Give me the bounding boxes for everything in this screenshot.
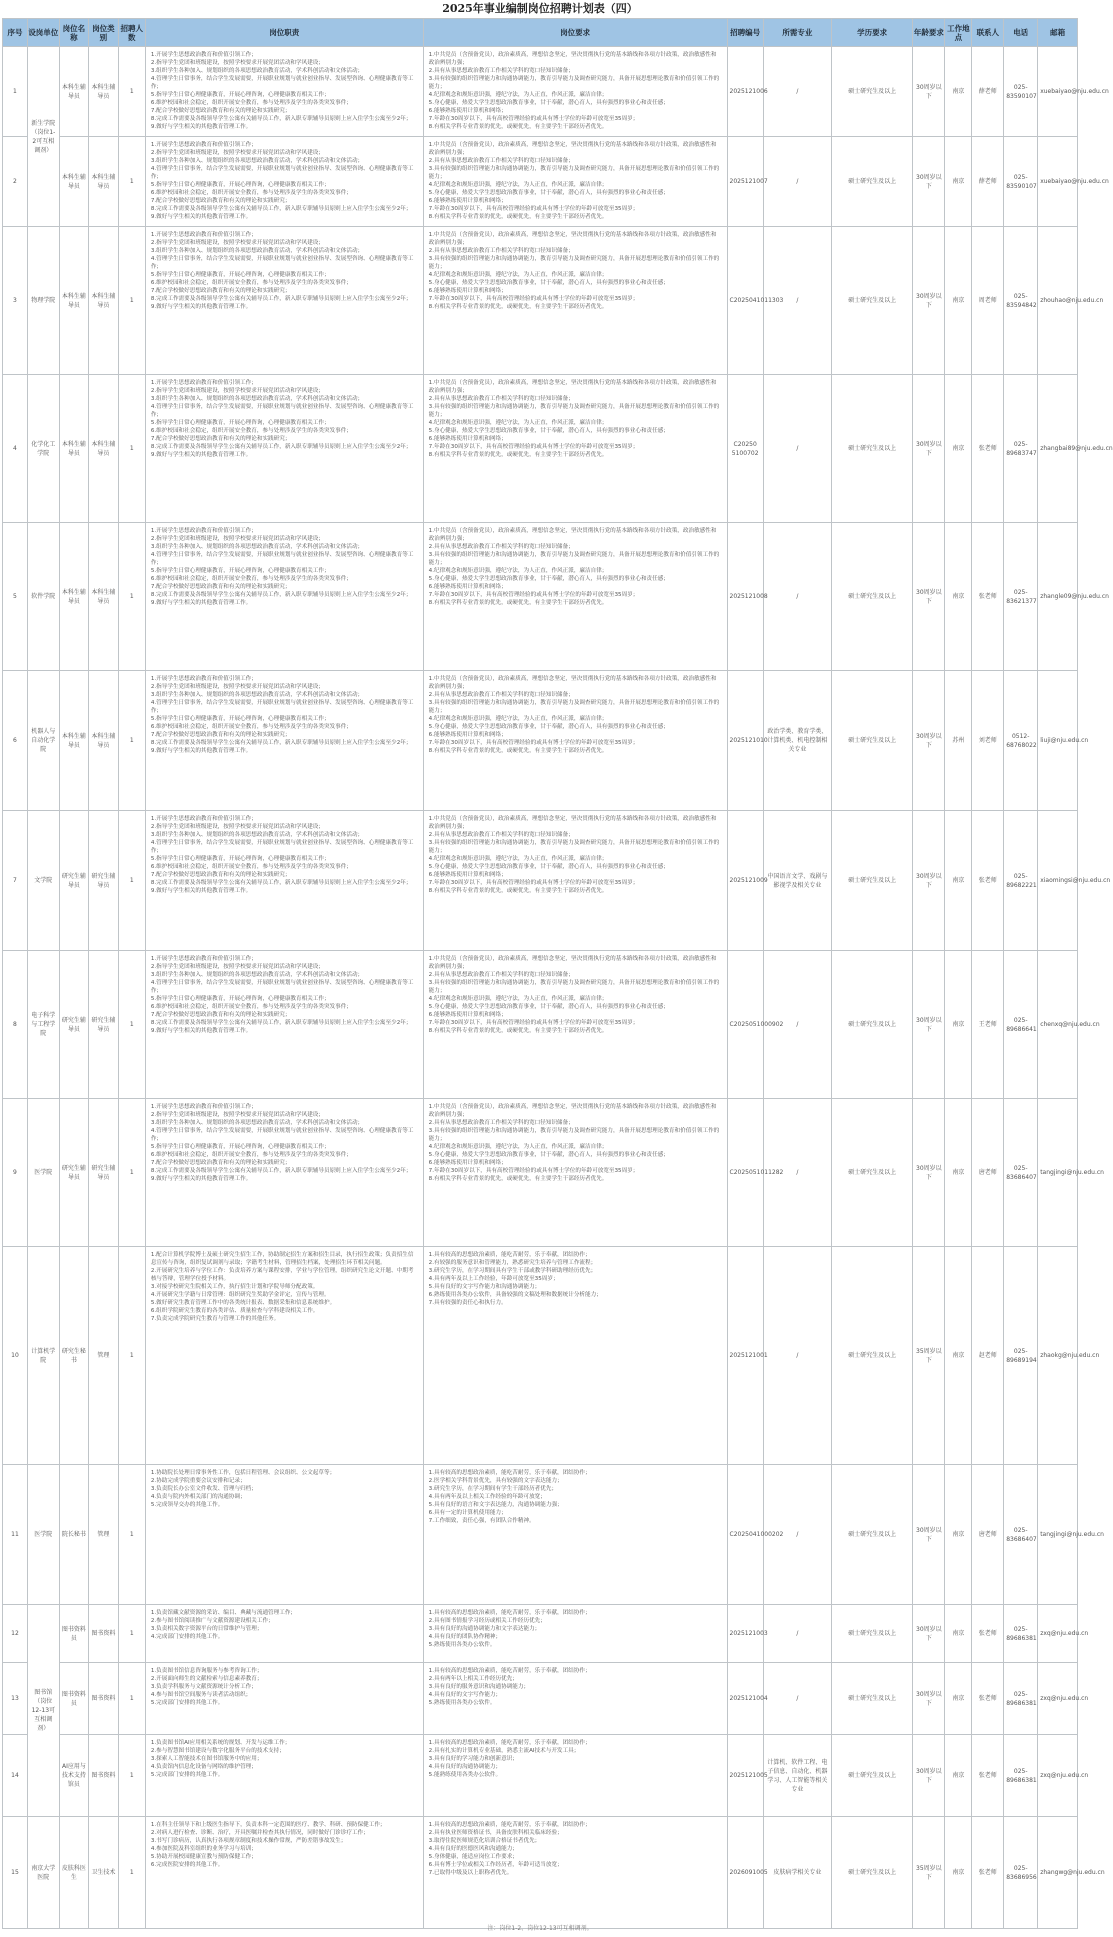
major-cell: 计算机、软件工程、电子信息、自动化、机器学习、人工智能等相关专业: [763, 1735, 831, 1817]
recruit-code-cell: 2025121010: [727, 671, 763, 811]
duty-cell: 1.配合计算机学院博士及硕士研究生招生工作，协助制定招生方案和招生目录，执行招生政策；负责招生信息宣传与咨询，组织复试调剂与录取；学籍考生材料，管理招生档案，处理招生环节相关问题。 2.开展研究生培养与学位工作：负责培养方案与课程安排，学业与学位管理，组织研究生论文开题、中期考核与答辩，管理学位授予材料。 3.对接学校研究生院相关工作，执行招生计划和学院导师分配政策。 4.开展研究生学籍与日常管理：组织研究生奖助学金评定，宣传与管理。 5.做好研究生教育管理工作中的各类统计报表、数据采集和信息系统维护。 6.组织学院研究生教育的各类评估、质量检查与学科建设相关工作。 7.负责完成学院研究生教育与管理工作的其他任务。: [145, 1247, 423, 1465]
contact-cell: 张老师: [972, 1817, 1004, 1929]
post-category-cell: 本科生辅导员: [89, 227, 118, 375]
header-cell: 设岗单位: [27, 19, 59, 47]
major-cell: /: [763, 227, 831, 375]
post-category-cell: 管理: [89, 1465, 118, 1605]
post-name-cell: 本科生辅导员: [59, 47, 88, 137]
seq-cell: 4: [3, 375, 28, 523]
post-category-cell: 研究生辅导员: [89, 951, 118, 1099]
recruit-code-cell: 2025121005: [727, 1735, 763, 1817]
post-name-cell: 研究生辅导员: [59, 811, 88, 951]
duty-cell: 1.负责馆藏文献资源的采访、编目、典藏与流通管理工作； 2.参与图书馆阅读推广与文献资源建设相关工作； 3.负责相关数字资源平台的日常维护与管理； 4.完成部门安排的其他工作。: [145, 1605, 423, 1663]
email-cell: zhangbai89@nju.edu.cn: [1038, 375, 1078, 523]
phone-cell: 025-89686381: [1004, 1605, 1038, 1663]
unit-cell: 新生学院（岗位1-2可互相调剂）: [27, 47, 59, 227]
post-category-cell: 研究生辅导员: [89, 811, 118, 951]
requirement-cell: 1.具有较高的思想政治素质，能吃苦耐劳，乐于奉献，团结协作； 2.医学相关学科背景优先，具有较强的文字表达能力； 3.研究生学历，在学习期间有学生干部经历者优先； 4.具有两年及以上相关工作经验的年龄可放宽； 5.具有良好的语言和文字表达能力，沟通协调能力强； 6.具有一定的计算机使用能力； 7.工作细致，责任心强，有团队合作精神。: [423, 1465, 727, 1605]
post-name-cell: AI应用与技术支持馆员: [59, 1735, 88, 1817]
major-cell: /: [763, 1247, 831, 1465]
headcount-cell: 1: [118, 227, 145, 375]
age-cell: 30周岁以下: [913, 375, 945, 523]
unit-cell: 电子科学与工程学院: [27, 951, 59, 1099]
page-title: 2025年事业编制岗位招聘计划表（四）: [442, 2, 638, 15]
contact-cell: 张老师: [972, 523, 1004, 671]
post-category-cell: 研究生辅导员: [89, 1099, 118, 1247]
age-cell: 30周岁以下: [913, 227, 945, 375]
seq-cell: 12: [3, 1605, 28, 1663]
recruit-code-cell: 2025121009: [727, 811, 763, 951]
duty-cell: 1.负责图书馆AI应用相关系统的规划、开发与运维工作； 2.参与智慧图书馆建设与数字化服务平台的技术支持； 3.探索人工智能技术在图书馆服务中的应用； 4.负责馆内信息化设备与网络的维护管理； 5.完成部门安排的其他工作。: [145, 1735, 423, 1817]
unit-cell: 文学院: [27, 811, 59, 951]
age-cell: 30周岁以下: [913, 1605, 945, 1663]
post-name-cell: 皮肤科医生: [59, 1817, 88, 1929]
table-row: [3, 47, 1078, 137]
headcount-cell: 1: [118, 1247, 145, 1465]
headcount-cell: 1: [118, 1605, 145, 1663]
major-cell: /: [763, 1663, 831, 1735]
table-body: [3, 47, 1113, 1929]
location-cell: 苏州: [945, 671, 972, 811]
requirement-cell: 1.具有较高的思想政治素质，能吃苦耐劳，乐于奉献，团结协作； 2.具有两年以上相关工作经历优先； 3.具有良好的服务意识和沟通协调能力； 4.具有良好的文字写作能力； 5.熟练使用各类办公软件。: [423, 1663, 727, 1735]
headcount-cell: 1: [118, 811, 145, 951]
table-row: [3, 523, 1078, 671]
header-cell: 工作地点: [945, 19, 972, 47]
location-cell: 南京: [945, 811, 972, 951]
header-cell: 年龄要求: [913, 19, 945, 47]
recruitment-table: [2, 18, 1113, 1929]
age-cell: 35周岁以下: [913, 1817, 945, 1929]
header-cell: 岗位名称: [59, 19, 88, 47]
requirement-cell: 1.中共党员（含预备党员），政治素质高，理想信念坚定，坚决贯彻执行党的基本路线和各项方针政策，政治敏感性和政治辨别力强； 2.具有从事思想政治教育工作相关学科的宽口径知识储备； 3.具有较强的组织管理能力和沟通协调能力，教育引导能力及调查研究能力，具备开展思想理论教育和价值引领工作的能力； 4.纪律观念和规矩意识强，遵纪守法，为人正直，作风正派，廉洁自律； 5.身心健康，热爱大学生思想政治教育事业，甘于奉献，潜心育人，具有强烈的事业心和责任感； 6.能够熟练使用计算机和网络； 7.年龄在30周岁以下，具有高校管理经验的或具有博士学位的年龄可放宽至35周岁； 8.有相关学科专业背景的优先，或硬优先，有主要学生干部经历者优先。: [423, 671, 727, 811]
table-row: [3, 1605, 1078, 1663]
major-cell: 皮肤病学相关专业: [763, 1817, 831, 1929]
header-cell: 联系人: [972, 19, 1004, 47]
phone-cell: 025-83686956: [1004, 1817, 1038, 1929]
duty-cell: 1.开展学生思想政治教育和价值引领工作； 2.指导学生党团和班级建设，按照学校要求开展党团活动和学风建设； 3.组织学生各种加入、规划组织的各项思想政治教育活动，学术科创活动和文体活动； 4.管理学生日常事务，结合学生发展需要，开展职业规划与就业创业指导、发展型咨询、心理健康教育等工作； 5.指导学生日常心理健康教育，开展心理咨询，心理健康教育相关工作； 6.维护校园和社会稳定，组织开展安全教育，参与处理涉及学生的各类突发事件； 7.配合学校做好思想政治教育和有关的理论和实践研究； 8.完成工作需要及各级领导学生公寓有关辅导员工作，新入职专职辅导员原则上应入住学生公寓至少2年； 9.做好与学生相关的其他教育管理工作。: [145, 951, 423, 1099]
recruit-code-cell: C2025041000202: [727, 1465, 763, 1605]
table-row: [3, 227, 1078, 375]
post-name-cell: 本科生辅导员: [59, 375, 88, 523]
headcount-cell: 1: [118, 523, 145, 671]
email-cell: zxq@nju.edu.cn: [1038, 1663, 1078, 1735]
header-row: [3, 19, 1078, 47]
education-cell: 硕士研究生及以上: [831, 1099, 913, 1247]
seq-cell: 15: [3, 1817, 28, 1929]
location-cell: 南京: [945, 375, 972, 523]
contact-cell: 王老师: [972, 951, 1004, 1099]
headcount-cell: 1: [118, 951, 145, 1099]
education-cell: 硕士研究生及以上: [831, 1247, 913, 1465]
age-cell: 30周岁以下: [913, 951, 945, 1099]
duty-cell: 1.开展学生思想政治教育和价值引领工作； 2.指导学生党团和班级建设，按照学校要求开展党团活动和学风建设； 3.组织学生各种加入、规划组织的各项思想政治教育活动，学术科创活动和文体活动； 4.管理学生日常事务，结合学生发展需要，开展职业规划与就业创业指导、发展型咨询、心理健康教育等工作； 5.指导学生日常心理健康教育，开展心理咨询，心理健康教育相关工作； 6.维护校园和社会稳定，组织开展安全教育，参与处理涉及学生的各类突发事件； 7.配合学校做好思想政治教育和有关的理论和实践研究； 8.完成工作需要及各级领导学生公寓有关辅导员工作，新入职专职辅导员原则上应入住学生公寓至少2年； 9.做好与学生相关的其他教育管理工作。: [145, 227, 423, 375]
table-row: [3, 137, 1078, 227]
email-cell: tangjingi@nju.edu.cn: [1038, 1465, 1078, 1605]
email-cell: zhangle09@nju.edu.cn: [1038, 523, 1078, 671]
table-row: [3, 1817, 1078, 1929]
contact-cell: 张老师: [972, 811, 1004, 951]
education-cell: 硕士研究生及以上: [831, 137, 913, 227]
unit-cell: 物理学院: [27, 227, 59, 375]
post-name-cell: 本科生辅导员: [59, 523, 88, 671]
requirement-cell: 1.具有较高的思想政治素质，能吃苦耐劳，乐于奉献，团结协作； 2.具有扎实的计算机专业基础，熟悉主流AI技术与开发工具； 3.具有良好的学习能力和创新意识； 4.具有良好的沟通协调能力； 5.能熟练使用各类办公软件。: [423, 1735, 727, 1817]
table-row: [3, 671, 1078, 811]
header-cell: 招聘人数: [118, 19, 145, 47]
location-cell: 南京: [945, 1735, 972, 1817]
post-name-cell: 研究生辅导员: [59, 1099, 88, 1247]
requirement-cell: 1.中共党员（含预备党员），政治素质高，理想信念坚定，坚决贯彻执行党的基本路线和各项方针政策，政治敏感性和政治辨别力强； 2.具有从事思想政治教育工作相关学科的宽口径知识储备； 3.具有较强的组织管理能力和沟通协调能力，教育引导能力及调查研究能力，具备开展思想理论教育和价值引领工作的能力； 4.纪律观念和规矩意识强，遵纪守法，为人正直，作风正派，廉洁自律； 5.身心健康，热爱大学生思想政治教育事业，甘于奉献，潜心育人，具有强烈的事业心和责任感； 6.能够熟练使用计算机和网络； 7.年龄在30周岁以下，具有高校管理经验的或具有博士学位的年龄可放宽至35周岁； 8.有相关学科专业背景的优先，或硬优先，有主要学生干部经历者优先。: [423, 137, 727, 227]
education-cell: 硕士研究生及以上: [831, 671, 913, 811]
major-cell: 政治学类、教育学类、计算机类、机电控制相关专业: [763, 671, 831, 811]
post-name-cell: 图书资料员: [59, 1605, 88, 1663]
post-category-cell: 卫生技术: [89, 1817, 118, 1929]
seq-cell: 7: [3, 811, 28, 951]
headcount-cell: 1: [118, 1663, 145, 1735]
phone-cell: 025-83621377: [1004, 523, 1038, 671]
requirement-cell: 1.中共党员（含预备党员），政治素质高，理想信念坚定，坚决贯彻执行党的基本路线和各项方针政策，政治敏感性和政治辨别力强； 2.具有从事思想政治教育工作相关学科的宽口径知识储备； 3.具有较强的组织管理能力和沟通协调能力，教育引导能力及调查研究能力，具备开展思想理论教育和价值引领工作的能力； 4.纪律观念和规矩意识强，遵纪守法，为人正直，作风正派，廉洁自律； 5.身心健康，热爱大学生思想政治教育事业，甘于奉献，潜心育人，具有强烈的事业心和责任感； 6.能够熟练使用计算机和网络； 7.年龄在30周岁以下，具有高校管理经验的或具有博士学位的年龄可放宽至35周岁； 8.有相关学科专业背景的优先，或硬优先，有主要学生干部经历者优先。: [423, 227, 727, 375]
education-cell: 硕士研究生及以上: [831, 523, 913, 671]
post-category-cell: 本科生辅导员: [89, 375, 118, 523]
post-category-cell: 图书资料: [89, 1605, 118, 1663]
major-cell: /: [763, 137, 831, 227]
age-cell: 30周岁以下: [913, 1465, 945, 1605]
post-category-cell: 管理: [89, 1247, 118, 1465]
location-cell: 南京: [945, 1663, 972, 1735]
duty-cell: 1.负责图书馆信息咨询服务与参考咨询工作； 2.开展面向师生的文献检索与信息素养教育； 3.负责学科服务与文献资源统计分析工作； 4.参与图书馆空间服务与读者活动组织； 5.完成部门安排的其他工作。: [145, 1663, 423, 1735]
age-cell: 30周岁以下: [913, 523, 945, 671]
table-row: [3, 1099, 1078, 1247]
duty-cell: 1.开展学生思想政治教育和价值引领工作； 2.指导学生党团和班级建设，按照学校要求开展党团活动和学风建设； 3.组织学生各种加入、规划组织的各项思想政治教育活动，学术科创活动和文体活动； 4.管理学生日常事务，结合学生发展需要，开展职业规划与就业创业指导、发展型咨询、心理健康教育等工作； 5.指导学生日常心理健康教育，开展心理咨询，心理健康教育相关工作； 6.维护校园和社会稳定，组织开展安全教育，参与处理涉及学生的各类突发事件； 7.配合学校做好思想政治教育和有关的理论和实践研究； 8.完成工作需要及各级领导学生公寓有关辅导员工作，新入职专职辅导员原则上应入住学生公寓至少2年； 9.做好与学生相关的其他教育管理工作。: [145, 523, 423, 671]
header-cell: 电话: [1004, 19, 1038, 47]
email-cell: zxq@nju.edu.cn: [1038, 1735, 1078, 1817]
age-cell: 30周岁以下: [913, 1735, 945, 1817]
location-cell: 南京: [945, 137, 972, 227]
recruit-code-cell: 2025121001: [727, 1247, 763, 1465]
education-cell: 硕士研究生及以上: [831, 951, 913, 1099]
seq-cell: 9: [3, 1099, 28, 1247]
requirement-cell: 1.中共党员（含预备党员），政治素质高，理想信念坚定，坚决贯彻执行党的基本路线和各项方针政策，政治敏感性和政治辨别力强； 2.具有从事思想政治教育工作相关学科的宽口径知识储备； 3.具有较强的组织管理能力和沟通协调能力，教育引导能力及调查研究能力，具备开展思想理论教育和价值引领工作的能力； 4.纪律观念和规矩意识强，遵纪守法，为人正直，作风正派，廉洁自律； 5.身心健康，热爱大学生思想政治教育事业，甘于奉献，潜心育人，具有强烈的事业心和责任感； 6.能够熟练使用计算机和网络； 7.年龄在30周岁以下，具有高校管理经验的或具有博士学位的年龄可放宽至35周岁； 8.有相关学科专业背景的优先，或硬优先，有主要学生干部经历者优先。: [423, 375, 727, 523]
major-cell: /: [763, 1465, 831, 1605]
phone-cell: 025-83590107: [1004, 47, 1038, 137]
post-category-cell: 本科生辅导员: [89, 671, 118, 811]
location-cell: 南京: [945, 1247, 972, 1465]
email-cell: zhangwg@nju.edu.cn: [1038, 1817, 1078, 1929]
phone-cell: 025-89689194: [1004, 1247, 1038, 1465]
unit-cell: 机器人与自动化学院: [27, 671, 59, 811]
unit-cell: 计算机学院: [27, 1247, 59, 1465]
table-row: [3, 1663, 1078, 1735]
location-cell: 南京: [945, 1099, 972, 1247]
table-row: [3, 1247, 1078, 1465]
unit-cell: 软件学院: [27, 523, 59, 671]
email-cell: liuji@nju.edu.cn: [1038, 671, 1078, 811]
recruit-code-cell: 2025121008: [727, 523, 763, 671]
headcount-cell: 1: [118, 1735, 145, 1817]
table-row: [3, 1735, 1078, 1817]
email-cell: chenxq@nju.edu.cn: [1038, 951, 1078, 1099]
post-name-cell: 图书资料员: [59, 1663, 88, 1735]
major-cell: /: [763, 1099, 831, 1247]
location-cell: 南京: [945, 1817, 972, 1929]
location-cell: 南京: [945, 523, 972, 671]
duty-cell: 1.开展学生思想政治教育和价值引领工作； 2.指导学生党团和班级建设，按照学校要求开展党团活动和学风建设； 3.组织学生各种加入、规划组织的各项思想政治教育活动，学术科创活动和文体活动； 4.管理学生日常事务，结合学生发展需要，开展职业规划与就业创业指导、发展型咨询、心理健康教育等工作； 5.指导学生日常心理健康教育，开展心理咨询，心理健康教育相关工作； 6.维护校园和社会稳定，组织开展安全教育，参与处理涉及学生的各类突发事件； 7.配合学校做好思想政治教育和有关的理论和实践研究； 8.完成工作需要及各级领导学生公寓有关辅导员工作，新入职专职辅导员原则上应入住学生公寓至少2年； 9.做好与学生相关的其他教育管理工作。: [145, 1099, 423, 1247]
age-cell: 30周岁以下: [913, 811, 945, 951]
location-cell: 南京: [945, 1605, 972, 1663]
phone-cell: 025-89686381: [1004, 1663, 1038, 1735]
email-cell: zhaokg@nju.edu.cn: [1038, 1247, 1078, 1465]
requirement-cell: 1.中共党员（含预备党员），政治素质高，理想信念坚定，坚决贯彻执行党的基本路线和各项方针政策，政治敏感性和政治辨别力强； 2.具有从事思想政治教育工作相关学科的宽口径知识储备； 3.具有较强的组织管理能力和沟通协调能力，教育引导能力及调查研究能力，具备开展思想理论教育和价值引领工作的能力； 4.纪律观念和规矩意识强，遵纪守法，为人正直，作风正派，廉洁自律； 5.身心健康，热爱大学生思想政治教育事业，甘于奉献，潜心育人，具有强烈的事业心和责任感； 6.能够熟练使用计算机和网络； 7.年龄在30周岁以下，具有高校管理经验的或具有博士学位的年龄可放宽至35周岁； 8.有相关学科专业背景的优先，或硬优先，有主要学生干部经历者优先。: [423, 47, 727, 137]
post-category-cell: 图书资料: [89, 1735, 118, 1817]
education-cell: 硕士研究生及以上: [831, 1817, 913, 1929]
headcount-cell: 1: [118, 671, 145, 811]
location-cell: 南京: [945, 1465, 972, 1605]
post-name-cell: 本科生辅导员: [59, 671, 88, 811]
post-name-cell: 院长秘书: [59, 1465, 88, 1605]
recruit-code-cell: C2025051011282: [727, 1099, 763, 1247]
post-name-cell: 研究生秘书: [59, 1247, 88, 1465]
age-cell: 35周岁以下: [913, 1247, 945, 1465]
table-row: [3, 375, 1078, 523]
duty-cell: 1.协助院长处理日常事务性工作，包括日程管理、会议组织、公文起草等； 2.协助完成学院重要会议安排和记录； 3.负责院长办公室文件收发、管理与归档； 4.负责与院内外相关部门的沟通协调； 5.完成领导交办的其他工作。: [145, 1465, 423, 1605]
post-name-cell: 本科生辅导员: [59, 137, 88, 227]
recruit-code-cell: 2025121006: [727, 47, 763, 137]
post-category-cell: 本科生辅导员: [89, 523, 118, 671]
seq-cell: 1: [3, 47, 28, 137]
contact-cell: 张老师: [972, 375, 1004, 523]
contact-cell: 张老师: [972, 1605, 1004, 1663]
email-cell: xuebaiyao@nju.edu.cn: [1038, 137, 1078, 227]
table-row: [3, 811, 1078, 951]
major-cell: 中国语言文学、戏剧与影视学及相关专业: [763, 811, 831, 951]
phone-cell: 025-89686641: [1004, 951, 1038, 1099]
phone-cell: 025-83686407: [1004, 1465, 1038, 1605]
unit-cell: 南京大学医院: [27, 1817, 59, 1929]
phone-cell: 0512-68768022: [1004, 671, 1038, 811]
age-cell: 30周岁以下: [913, 1099, 945, 1247]
requirement-cell: 1.具有较高的思想政治素质，能吃苦耐劳，乐于奉献，团结协作； 2.具有图书情报学习经历或相关工作经历优先； 3.具有良好的沟通协调能力和文字表达能力； 4.具有良好的团队协作精神； 5.熟练使用各类办公软件。: [423, 1605, 727, 1663]
unit-cell: 医学院: [27, 1099, 59, 1247]
major-cell: /: [763, 951, 831, 1099]
headcount-cell: 1: [118, 1817, 145, 1929]
headcount-cell: 1: [118, 1465, 145, 1605]
headcount-cell: 1: [118, 137, 145, 227]
email-cell: xiaomingsi@nju.edu.cn: [1038, 811, 1078, 951]
contact-cell: 薛老师: [972, 137, 1004, 227]
header-cell: 邮箱: [1038, 19, 1078, 47]
education-cell: 硕士研究生及以上: [831, 1735, 913, 1817]
location-cell: 南京: [945, 227, 972, 375]
header-cell: 学历要求: [831, 19, 913, 47]
email-cell: zhouhao@nju.edu.cn: [1038, 227, 1078, 375]
seq-cell: 10: [3, 1247, 28, 1465]
education-cell: 硕士研究生及以上: [831, 811, 913, 951]
footer-note: 注：岗位1-2、岗位12-13可互相调剂。: [487, 1925, 593, 1932]
seq-cell: 3: [3, 227, 28, 375]
contact-cell: 周老师: [972, 227, 1004, 375]
education-cell: 硕士研究生及以上: [831, 227, 913, 375]
contact-cell: 张老师: [972, 1663, 1004, 1735]
unit-cell: 化学化工学院: [27, 375, 59, 523]
email-cell: zxq@nju.edu.cn: [1038, 1605, 1078, 1663]
recruit-code-cell: C2025051000902: [727, 951, 763, 1099]
requirement-cell: 1.具有较高的思想政治素质，能吃苦耐劳，乐于奉献，团结协作； 2.有较强的服务意识和管理能力，熟悉研究生培养与管理工作流程； 3.研究生学历，在学习期间具有学生干部或教学科研助理经历优先； 4.具有两年及以上工作经验，年龄可放宽至35周岁； 5.具有良好的文字写作能力和沟通协调能力； 6.熟练使用各类办公软件，具备较强的文稿处理和数据统计分析能力； 7.具有较强的责任心和执行力。: [423, 1247, 727, 1465]
email-cell: xuebaiyao@nju.edu.cn: [1038, 47, 1078, 137]
header-cell: 所需专业: [763, 19, 831, 47]
phone-cell: 025-89686381: [1004, 1735, 1038, 1817]
major-cell: /: [763, 1605, 831, 1663]
post-name-cell: 本科生辅导员: [59, 227, 88, 375]
table-row: [3, 1465, 1078, 1605]
recruit-code-cell: 2025121007: [727, 137, 763, 227]
age-cell: 30周岁以下: [913, 137, 945, 227]
seq-cell: 14: [3, 1735, 28, 1817]
contact-cell: 张老师: [972, 1735, 1004, 1817]
phone-cell: 025-89683747: [1004, 375, 1038, 523]
header-cell: 岗位类别: [89, 19, 118, 47]
header-cell: 岗位职责: [145, 19, 423, 47]
location-cell: 南京: [945, 47, 972, 137]
age-cell: 30周岁以下: [913, 671, 945, 811]
post-name-cell: 研究生辅导员: [59, 951, 88, 1099]
major-cell: /: [763, 523, 831, 671]
age-cell: 30周岁以下: [913, 47, 945, 137]
major-cell: /: [763, 47, 831, 137]
email-cell: tangjingi@nju.edu.cn: [1038, 1099, 1078, 1247]
education-cell: 硕士研究生及以上: [831, 1605, 913, 1663]
recruit-code-cell: 2025121003: [727, 1605, 763, 1663]
unit-cell: 图书馆（岗位12-13可互相调剂）: [27, 1605, 59, 1817]
phone-cell: 025-89682221: [1004, 811, 1038, 951]
age-cell: 30周岁以下: [913, 1663, 945, 1735]
headcount-cell: 1: [118, 375, 145, 523]
location-cell: 南京: [945, 951, 972, 1099]
education-cell: 硕士研究生及以上: [831, 375, 913, 523]
header-cell: 序号: [3, 19, 28, 47]
table-row: [3, 951, 1078, 1099]
seq-cell: 5: [3, 523, 28, 671]
duty-cell: 1.开展学生思想政治教育和价值引领工作； 2.指导学生党团和班级建设，按照学校要求开展党团活动和学风建设； 3.组织学生各种加入、规划组织的各项思想政治教育活动，学术科创活动和文体活动； 4.管理学生日常事务，结合学生发展需要，开展职业规划与就业创业指导、发展型咨询、心理健康教育等工作； 5.指导学生日常心理健康教育，开展心理咨询，心理健康教育相关工作； 6.维护校园和社会稳定，组织开展安全教育，参与处理涉及学生的各类突发事件； 7.配合学校做好思想政治教育和有关的理论和实践研究； 8.完成工作需要及各级领导学生公寓有关辅导员工作，新入职专职辅导员原则上应入住学生公寓至少2年； 9.做好与学生相关的其他教育管理工作。: [145, 811, 423, 951]
unit-cell: 医学院: [27, 1465, 59, 1605]
contact-cell: 薛老师: [972, 47, 1004, 137]
contact-cell: 唐老师: [972, 1099, 1004, 1247]
duty-cell: 1.开展学生思想政治教育和价值引领工作； 2.指导学生党团和班级建设，按照学校要求开展党团活动和学风建设； 3.组织学生各种加入、规划组织的各项思想政治教育活动，学术科创活动和文体活动； 4.管理学生日常事务，结合学生发展需要，开展职业规划与就业创业指导、发展型咨询、心理健康教育等工作； 5.指导学生日常心理健康教育，开展心理咨询，心理健康教育相关工作； 6.维护校园和社会稳定，组织开展安全教育，参与处理涉及学生的各类突发事件； 7.配合学校做好思想政治教育和有关的理论和实践研究； 8.完成工作需要及各级领导学生公寓有关辅导员工作，新入职专职辅导员原则上应入住学生公寓至少2年； 9.做好与学生相关的其他教育管理工作。: [145, 375, 423, 523]
requirement-cell: 1.中共党员（含预备党员），政治素质高，理想信念坚定，坚决贯彻执行党的基本路线和各项方针政策，政治敏感性和政治辨别力强； 2.具有从事思想政治教育工作相关学科的宽口径知识储备； 3.具有较强的组织管理能力和沟通协调能力，教育引导能力及调查研究能力，具备开展思想理论教育和价值引领工作的能力； 4.纪律观念和规矩意识强，遵纪守法，为人正直，作风正派，廉洁自律； 5.身心健康，热爱大学生思想政治教育事业，甘于奉献，潜心育人，具有强烈的事业心和责任感； 6.能够熟练使用计算机和网络； 7.年龄在30周岁以下，具有高校管理经验的或具有博士学位的年龄可放宽至35周岁； 8.有相关学科专业背景的优先，或硬优先，有主要学生干部经历者优先。: [423, 951, 727, 1099]
phone-cell: 025-83590107: [1004, 137, 1038, 227]
duty-cell: 1.开展学生思想政治教育和价值引领工作； 2.指导学生党团和班级建设，按照学校要求开展党团活动和学风建设； 3.组织学生各种加入、规划组织的各项思想政治教育活动，学术科创活动和文体活动； 4.管理学生日常事务，结合学生发展需要，开展职业规划与就业创业指导、发展型咨询、心理健康教育等工作； 5.指导学生日常心理健康教育，开展心理咨询，心理健康教育相关工作； 6.维护校园和社会稳定，组织开展安全教育，参与处理涉及学生的各类突发事件； 7.配合学校做好思想政治教育和有关的理论和实践研究； 8.完成工作需要及各级领导学生公寓有关辅导员工作，新入职专职辅导员原则上应入住学生公寓至少2年； 9.做好与学生相关的其他教育管理工作。: [145, 137, 423, 227]
education-cell: 硕士研究生及以上: [831, 1663, 913, 1735]
contact-cell: 唐老师: [972, 1465, 1004, 1605]
headcount-cell: 1: [118, 47, 145, 137]
contact-cell: 刘老师: [972, 671, 1004, 811]
requirement-cell: 1.中共党员（含预备党员），政治素质高，理想信念坚定，坚决贯彻执行党的基本路线和各项方针政策，政治敏感性和政治辨别力强； 2.具有从事思想政治教育工作相关学科的宽口径知识储备； 3.具有较强的组织管理能力和沟通协调能力，教育引导能力及调查研究能力，具备开展思想理论教育和价值引领工作的能力； 4.纪律观念和规矩意识强，遵纪守法，为人正直，作风正派，廉洁自律； 5.身心健康，热爱大学生思想政治教育事业，甘于奉献，潜心育人，具有强烈的事业心和责任感； 6.能够熟练使用计算机和网络； 7.年龄在30周岁以下，具有高校管理经验的或具有博士学位的年龄可放宽至35周岁； 8.有相关学科专业背景的优先，或硬优先，有主要学生干部经历者优先。: [423, 523, 727, 671]
phone-cell: 025-83594842: [1004, 227, 1038, 375]
recruit-code-cell: 2025121004: [727, 1663, 763, 1735]
header-cell: 岗位要求: [423, 19, 727, 47]
education-cell: 硕士研究生及以上: [831, 1465, 913, 1605]
major-cell: /: [763, 375, 831, 523]
phone-cell: 025-83686407: [1004, 1099, 1038, 1247]
headcount-cell: 1: [118, 1099, 145, 1247]
header-cell: 招聘编号: [727, 19, 763, 47]
post-category-cell: 图书资料: [89, 1663, 118, 1735]
recruit-code-cell: C2025041011303: [727, 227, 763, 375]
seq-cell: 6: [3, 671, 28, 811]
post-category-cell: 本科生辅导员: [89, 137, 118, 227]
duty-cell: 1.开展学生思想政治教育和价值引领工作； 2.指导学生党团和班级建设，按照学校要求开展党团活动和学风建设； 3.组织学生各种加入、规划组织的各项思想政治教育活动，学术科创活动和文体活动； 4.管理学生日常事务，结合学生发展需要，开展职业规划与就业创业指导、发展型咨询、心理健康教育等工作； 5.指导学生日常心理健康教育，开展心理咨询，心理健康教育相关工作； 6.维护校园和社会稳定，组织开展安全教育，参与处理涉及学生的各类突发事件； 7.配合学校做好思想政治教育和有关的理论和实践研究； 8.完成工作需要及各级领导学生公寓有关辅导员工作，新入职专职辅导员原则上应入住学生公寓至少2年； 9.做好与学生相关的其他教育管理工作。: [145, 671, 423, 811]
recruit-code-cell: C20250 5100702: [727, 375, 763, 523]
seq-cell: 2: [3, 137, 28, 227]
duty-cell: 1.在科主任领导下和上级医生指导下，负责本科一定范围的医疗、教学、科研、预防保健工作； 2.对病人进行检查、诊断、治疗，开具医嘱并检查其执行情况，同时做好门诊诊疗工作； 3.书写门诊病历，认真执行各项规章制度和技术操作常规，严防差错事故发生； 4.参加医院及科室组织的业务学习与培训； 5.协助开展校园健康宣教与预防保健工作； 6.完成医院安排的其他工作。: [145, 1817, 423, 1929]
post-category-cell: 本科生辅导员: [89, 47, 118, 137]
seq-cell: 11: [3, 1465, 28, 1605]
seq-cell: 13: [3, 1663, 28, 1735]
duty-cell: 1.开展学生思想政治教育和价值引领工作； 2.指导学生党团和班级建设，按照学校要求开展党团活动和学风建设； 3.组织学生各种加入、规划组织的各项思想政治教育活动，学术科创活动和文体活动； 4.管理学生日常事务，结合学生发展需要，开展职业规划与就业创业指导、发展型咨询、心理健康教育等工作； 5.指导学生日常心理健康教育，开展心理咨询，心理健康教育相关工作； 6.维护校园和社会稳定，组织开展安全教育，参与处理涉及学生的各类突发事件； 7.配合学校做好思想政治教育和有关的理论和实践研究； 8.完成工作需要及各级领导学生公寓有关辅导员工作，新入职专职辅导员原则上应入住学生公寓至少2年； 9.做好与学生相关的其他教育管理工作。: [145, 47, 423, 137]
requirement-cell: 1.中共党员（含预备党员），政治素质高，理想信念坚定，坚决贯彻执行党的基本路线和各项方针政策，政治敏感性和政治辨别力强； 2.具有从事思想政治教育工作相关学科的宽口径知识储备； 3.具有较强的组织管理能力和沟通协调能力，教育引导能力及调查研究能力，具备开展思想理论教育和价值引领工作的能力； 4.纪律观念和规矩意识强，遵纪守法，为人正直，作风正派，廉洁自律； 5.身心健康，热爱大学生思想政治教育事业，甘于奉献，潜心育人，具有强烈的事业心和责任感； 6.能够熟练使用计算机和网络； 7.年龄在30周岁以下，具有高校管理经验的或具有博士学位的年龄可放宽至35周岁； 8.有相关学科专业背景的优先，或硬优先，有主要学生干部经历者优先。: [423, 811, 727, 951]
seq-cell: 8: [3, 951, 28, 1099]
requirement-cell: 1.中共党员（含预备党员），政治素质高，理想信念坚定，坚决贯彻执行党的基本路线和各项方针政策，政治敏感性和政治辨别力强； 2.具有从事思想政治教育工作相关学科的宽口径知识储备； 3.具有较强的组织管理能力和沟通协调能力，教育引导能力及调查研究能力，具备开展思想理论教育和价值引领工作的能力； 4.纪律观念和规矩意识强，遵纪守法，为人正直，作风正派，廉洁自律； 5.身心健康，热爱大学生思想政治教育事业，甘于奉献，潜心育人，具有强烈的事业心和责任感； 6.能够熟练使用计算机和网络； 7.年龄在30周岁以下，具有高校管理经验的或具有博士学位的年龄可放宽至35周岁； 8.有相关学科专业背景的优先，或硬优先，有主要学生干部经历者优先。: [423, 1099, 727, 1247]
education-cell: 硕士研究生及以上: [831, 47, 913, 137]
recruit-code-cell: 2026091005: [727, 1817, 763, 1929]
contact-cell: 赵老师: [972, 1247, 1004, 1465]
requirement-cell: 1.具有较高的思想政治素质，能吃苦耐劳，乐于奉献，团结协作； 2.具有执业医师资格证书，具备皮肤科相关临床经验； 3.取得住院医师规范化培训合格证书者优先； 4.具有良好的医德医风和沟通能力； 5.身体健康，能适应岗位工作要求； 6.具有博士学位或相关工作经历者，年龄可适当放宽； 7.已取得中级及以上职称者优先。: [423, 1817, 727, 1929]
